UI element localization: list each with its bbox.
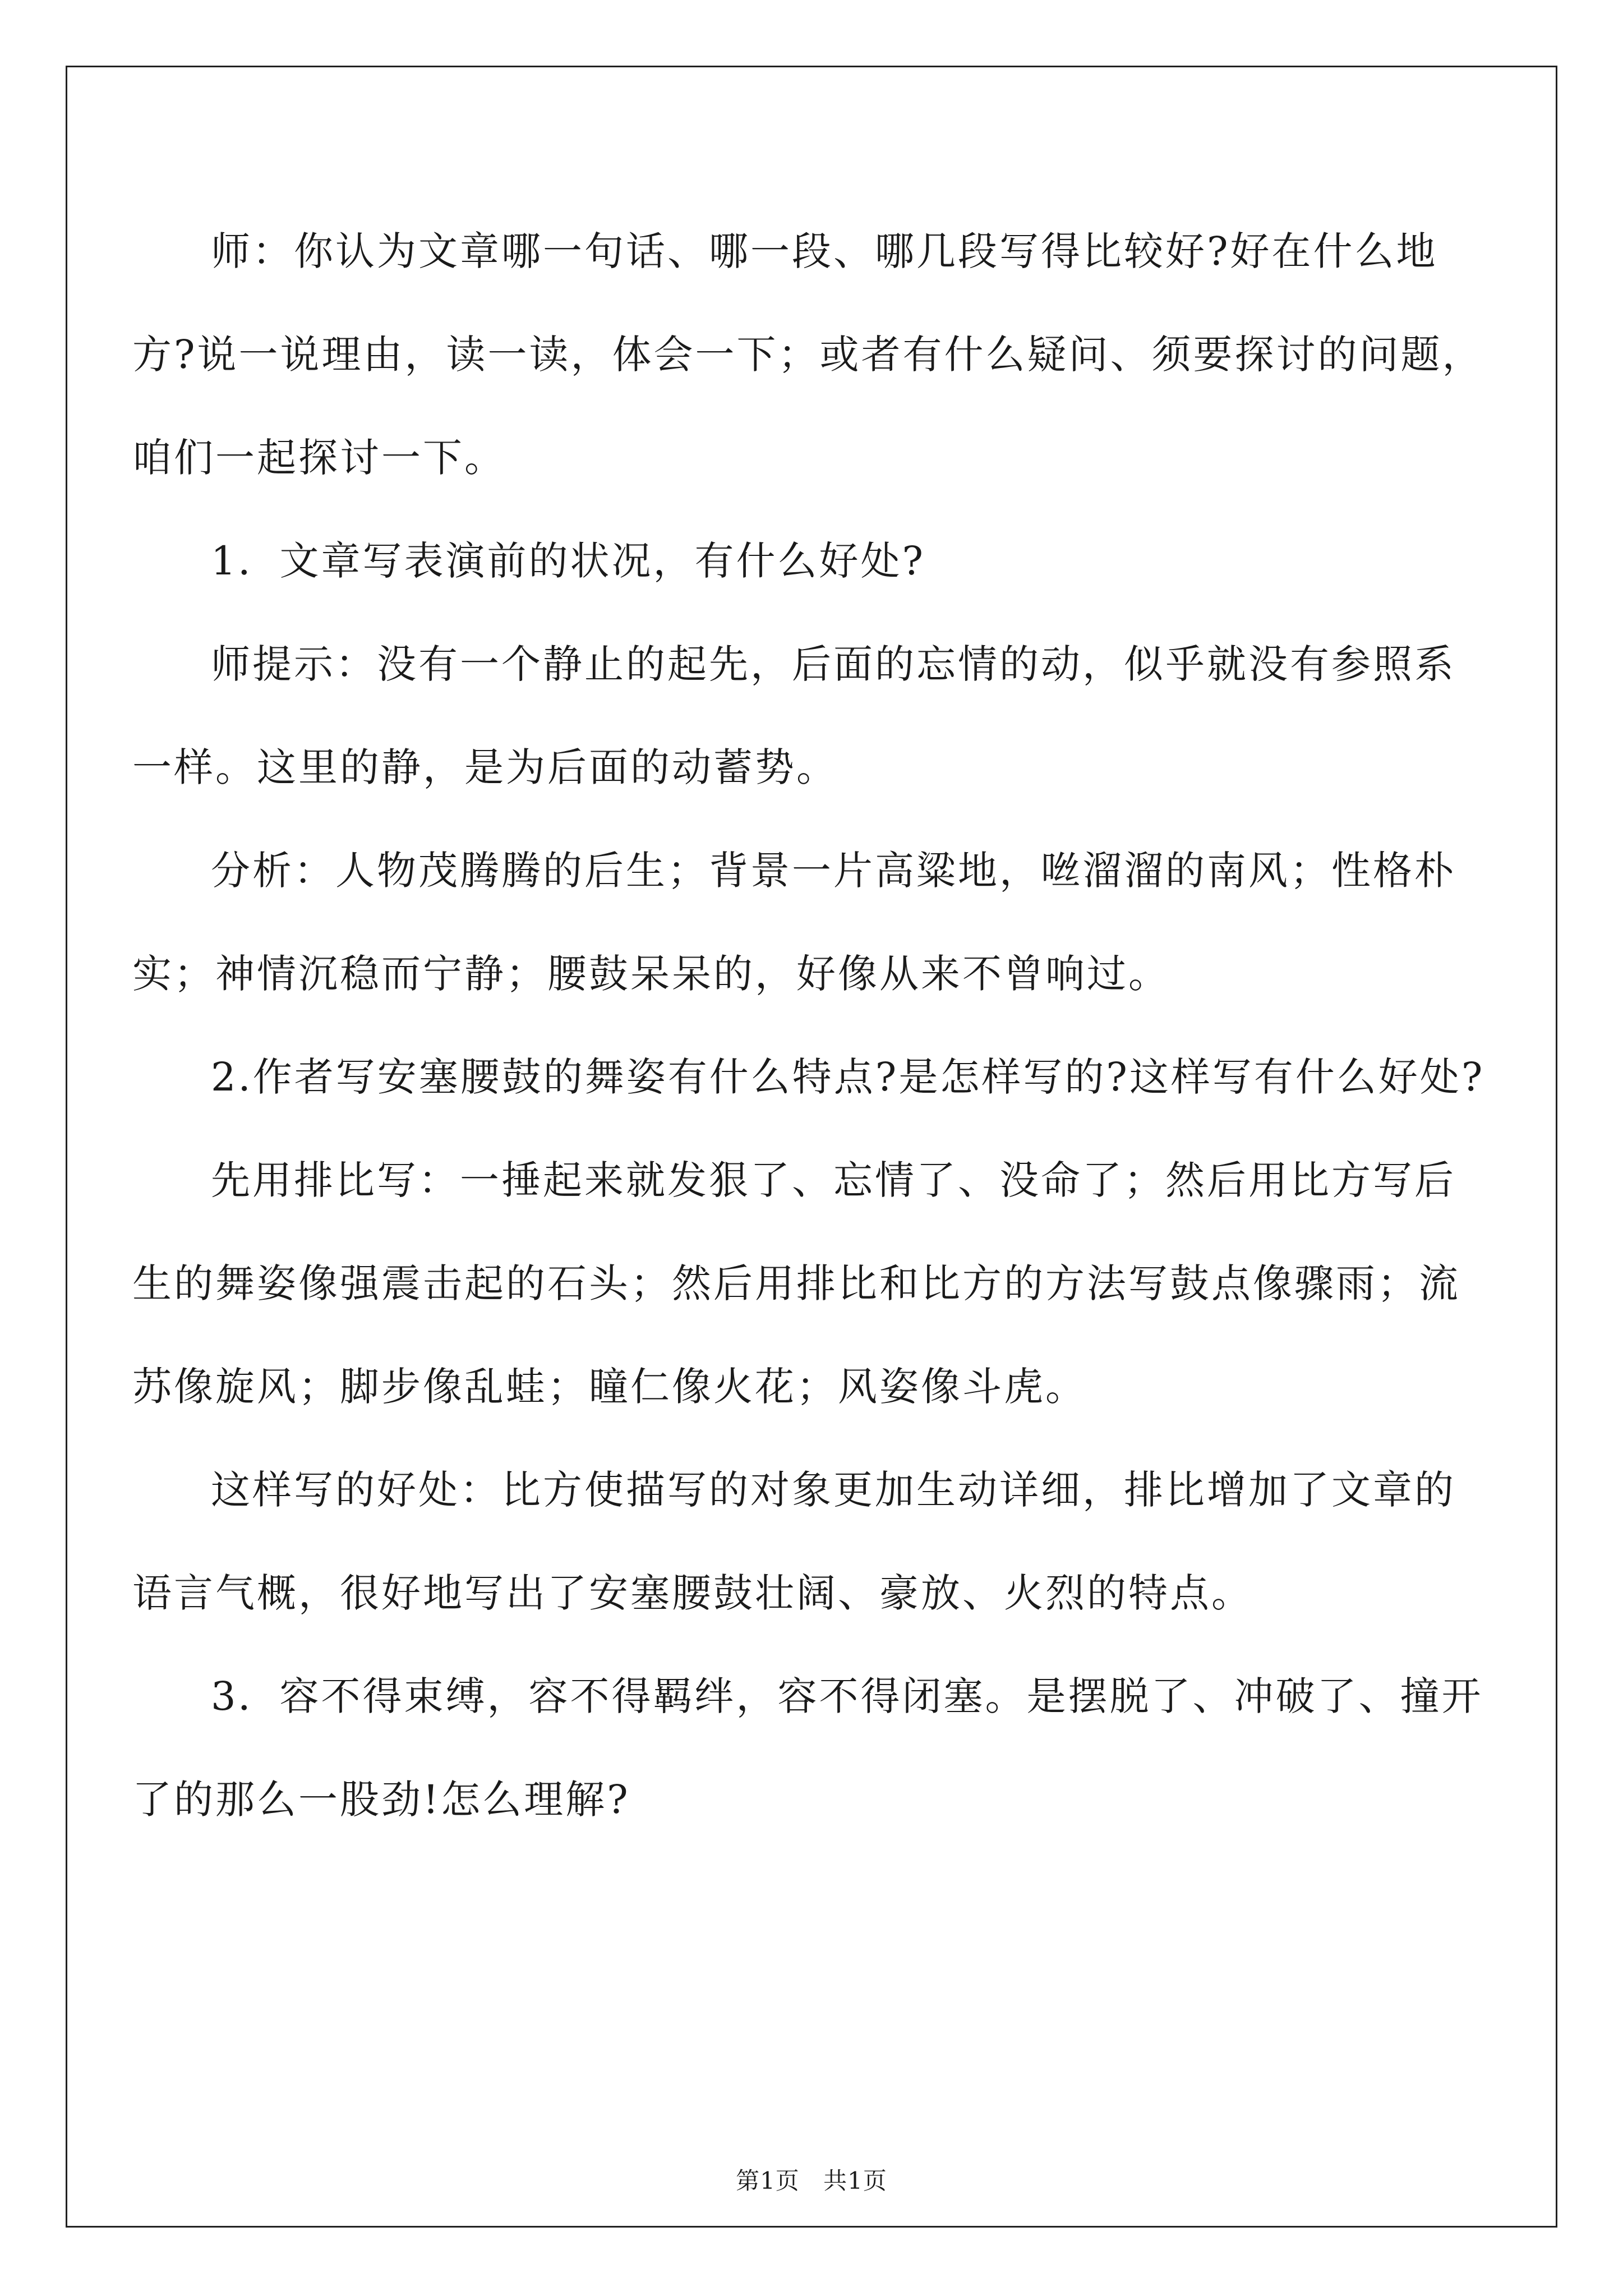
paragraph-question-3: 3．容不得束缚，容不得羁绊，容不得闭塞。是摆脱了、冲破了、撞开了的那么一股劲!怎么理解? xyxy=(132,1673,1483,1823)
paragraph-question-1: 1．文章写表演前的状况，有什么好处? xyxy=(211,538,926,584)
paragraph-question-intro: 师：你认为文章哪一句话、哪一段、哪几段写得比较好?好在什么地方?说一说理由，读一读，体会一下；或者有什么疑问、须要探讨的问题，咱们一起探讨一下。 xyxy=(132,228,1484,481)
paragraph-benefit: 这样写的好处：比方使描写的对象更加生动详细，排比增加了文章的语言气概，很好地写出了安塞腰鼓壮阔、豪放、火烈的特点。 xyxy=(132,1467,1456,1616)
page-number-current: 第1页 xyxy=(736,2167,800,2194)
paragraph-question-2: 2.作者写安塞腰鼓的舞姿有什么特点?是怎样写的?这样写有什么好处? xyxy=(211,1054,1485,1100)
paragraph-teacher-hint: 师提示：没有一个静止的起先，后面的忘情的动，似乎就没有参照系一样。这里的静，是为后面的动蓄势。 xyxy=(132,641,1456,790)
paragraph-analysis: 分析：人物茂腾腾的后生；背景一片高粱地，咝溜溜的南风；性格朴实；神情沉稳而宁静；腰鼓呆呆的，好像从来不曾响过。 xyxy=(132,848,1456,997)
page-footer xyxy=(0,2162,1623,2196)
paragraph-parallelism: 先用排比写：一捶起来就发狠了、忘情了、没命了；然后用比方写后生的舞姿像强震击起的石头；然后用排比和比方的方法写鼓点像骤雨；流苏像旋风；脚步像乱蛙；瞳仁像火花；风姿像斗虎。 xyxy=(132,1157,1460,1410)
page-number-total: 共1页 xyxy=(823,2167,887,2194)
document-body xyxy=(132,90,1490,1851)
